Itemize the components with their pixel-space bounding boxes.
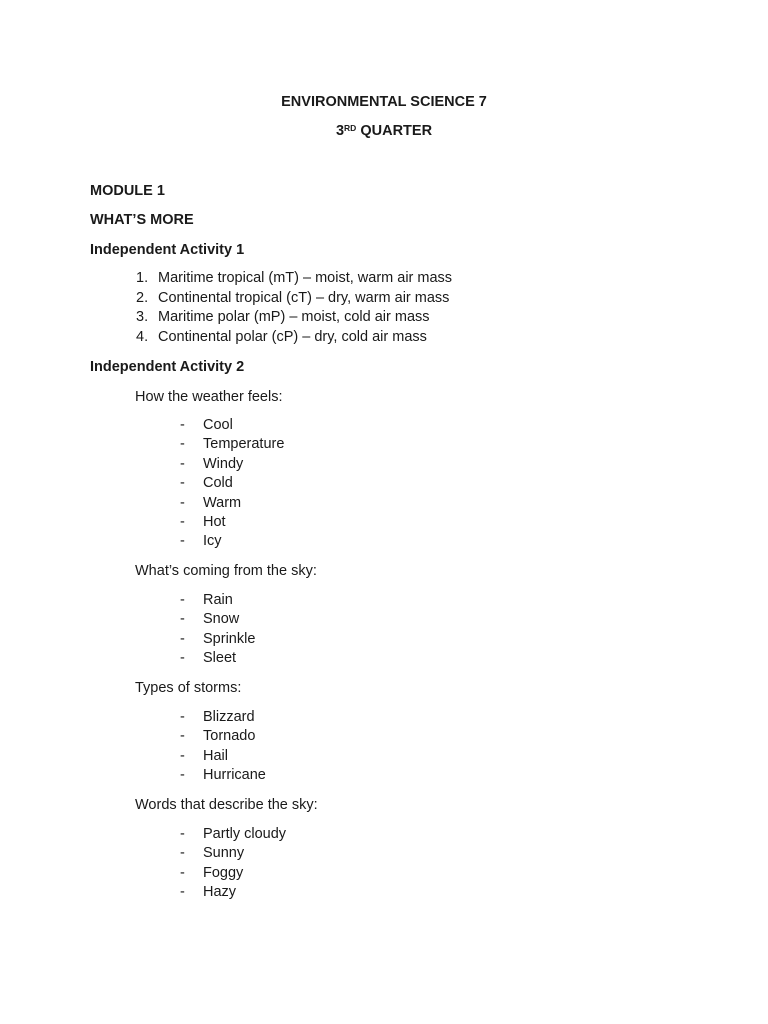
list-item-text: Hot <box>203 513 226 530</box>
list-item <box>180 825 286 844</box>
list-item <box>180 455 284 474</box>
activity1-list <box>136 269 452 347</box>
list-item-text: Blizzard <box>203 709 255 725</box>
dash-bullet: - <box>180 650 185 667</box>
dash-bullet: - <box>180 826 185 842</box>
dash-bullet: - <box>180 455 185 472</box>
dash-bullet: - <box>180 630 185 647</box>
group-label-storms: Types of storms: <box>135 680 242 696</box>
list-item-number: 3. <box>136 309 149 325</box>
list-item <box>180 435 284 454</box>
list-item-text: Sleet <box>203 650 237 667</box>
dash-bullet: - <box>180 592 185 608</box>
list-item <box>180 649 255 668</box>
list-item-number: 4. <box>136 328 149 345</box>
list-item <box>180 708 266 727</box>
list-item <box>136 308 452 328</box>
list-item-text: Cool <box>203 417 233 433</box>
list-item-text: Temperature <box>203 436 285 453</box>
list-item <box>180 494 284 513</box>
quarter-ordinal-suffix: RD <box>344 123 357 133</box>
activity1-heading: Independent Activity 1 <box>90 242 245 258</box>
list-item-number: 2. <box>136 289 149 306</box>
list-item-text: Hurricane <box>203 767 266 784</box>
dash-bullet: - <box>180 709 185 725</box>
document-subtitle <box>0 122 768 140</box>
list-item <box>180 747 266 766</box>
describe-sky-list <box>180 825 286 903</box>
list-item <box>180 513 284 532</box>
group-label-from-sky: What’s coming from the sky: <box>135 563 317 579</box>
list-item <box>180 766 266 785</box>
group-label-weather-feels: How the weather feels: <box>135 389 283 405</box>
list-item <box>180 844 286 863</box>
list-item-text: Foggy <box>203 864 244 881</box>
dash-bullet: - <box>180 767 185 784</box>
list-item <box>180 610 255 629</box>
list-item-text: Rain <box>203 592 233 608</box>
list-item-text: Partly cloudy <box>203 826 287 842</box>
list-item <box>180 474 284 493</box>
dash-bullet: - <box>180 845 185 862</box>
list-item-text: Snow <box>203 611 240 628</box>
list-item <box>180 416 284 435</box>
dash-bullet: - <box>180 533 185 550</box>
list-item <box>180 864 286 883</box>
storms-list <box>180 708 266 786</box>
list-item-text: Hazy <box>203 884 237 901</box>
list-item-text: Icy <box>203 533 222 550</box>
list-item <box>180 883 286 902</box>
list-item-text: Hail <box>203 747 228 764</box>
list-item <box>180 727 266 746</box>
list-item-text: Tornado <box>203 728 256 745</box>
list-item-text: Maritime tropical (mT) – moist, warm air mass <box>158 270 453 286</box>
weather-feels-list <box>180 416 284 552</box>
list-item <box>136 289 452 309</box>
dash-bullet: - <box>180 417 185 433</box>
activity2-heading: Independent Activity 2 <box>90 359 245 375</box>
list-item <box>180 591 255 610</box>
list-item-text: Windy <box>203 455 244 472</box>
from-sky-list <box>180 591 255 669</box>
dash-bullet: - <box>180 513 185 530</box>
section-heading: WHAT’S MORE <box>90 212 194 228</box>
list-item-text: Continental tropical (cT) – dry, warm air mass <box>158 289 450 306</box>
list-item-text: Maritime polar (mP) – moist, cold air mass <box>158 309 430 325</box>
dash-bullet: - <box>180 864 185 881</box>
list-item-text: Sunny <box>203 845 245 862</box>
dash-bullet: - <box>180 747 185 764</box>
dash-bullet: - <box>180 436 185 453</box>
list-item-text: Sprinkle <box>203 630 256 647</box>
document-title: ENVIRONMENTAL SCIENCE 7 <box>281 94 487 110</box>
list-item-text: Continental polar (cP) – dry, cold air mass <box>158 328 427 345</box>
list-item-text: Warm <box>203 494 242 511</box>
list-item-text: Cold <box>203 475 233 492</box>
list-item-number: 1. <box>136 270 149 286</box>
group-label-describe-sky: Words that describe the sky: <box>135 797 318 813</box>
dash-bullet: - <box>180 494 185 511</box>
dash-bullet: - <box>180 728 185 745</box>
quarter-number: 3 <box>335 123 345 139</box>
list-item <box>136 328 452 348</box>
quarter-label: QUARTER <box>356 123 433 139</box>
dash-bullet: - <box>180 475 185 492</box>
list-item <box>180 630 255 649</box>
list-item <box>180 532 284 551</box>
dash-bullet: - <box>180 884 185 901</box>
dash-bullet: - <box>180 611 185 628</box>
list-item <box>136 269 452 289</box>
module-heading: MODULE 1 <box>90 183 165 199</box>
